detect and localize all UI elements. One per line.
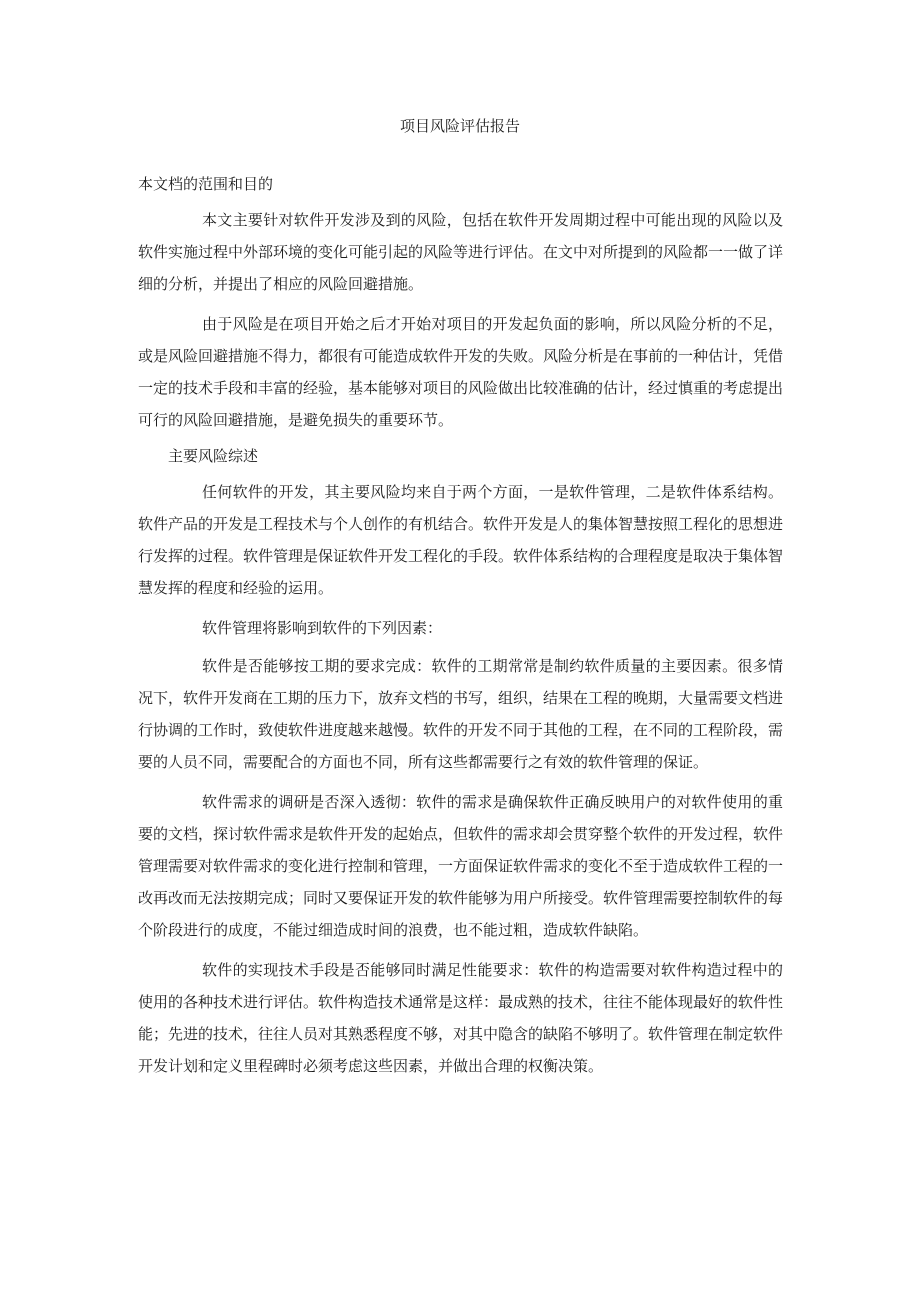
- paragraph: 本文主要针对软件开发涉及到的风险，包括在软件开发周期过程中可能出现的风险以及软件实施过程中外部环境的变化可能引起的风险等进行评估。在文中对所提到的风险都一一做了详细的分析，并提出了相应的风险回避措施。: [138, 211, 784, 293]
- paragraph: 由于风险是在项目开始之后才开始对项目的开发起负面的影响，所以风险分析的不足，或是风险回避措施不得力，都很有可能造成软件开发的失败。风险分析是在事前的一种估计，凭借一定的技术手段和丰富的经验，基本能够对项目的风险做出比较准确的估计，经过慎重的考虑提出可行的风险回避措施，是避免损失的重要环节。: [138, 315, 784, 429]
- section-heading-risk-overview: 主要风险综述: [168, 447, 259, 465]
- paragraph: 软件的实现技术手段是否能够同时满足性能要求：软件的构造需要对软件构造过程中的使用的各种技术进行评估。软件构造技术通常是这样：最成熟的技术，往往不能体现最好的软件性能；先进的技术，往往人员对其熟悉程度不够，对其中隐含的缺陷不够明了。软件管理在制定软件开发计划和定义里程碑时必须考虑这些因素，并做出合理的权衡决策。: [138, 961, 784, 1075]
- paragraph: 软件是否能够按工期的要求完成：软件的工期常常是制约软件质量的主要因素。很多情况下，软件开发商在工期的压力下，放弃文档的书写，组织，结果在工程的晚期，大量需要文档进行协调的工作时，致使软件进度越来越慢。软件的开发不同于其他的工程，在不同的工程阶段，需要的人员不同，需要配合的方面也不同，所有这些都需要行之有效的软件管理的保证。: [138, 657, 784, 771]
- paragraph: 软件管理将影响到软件的下列因素：: [202, 619, 443, 637]
- document-body: [138, 172, 783, 1090]
- document-title: 项目风险评估报告: [399, 117, 520, 135]
- paragraph: 任何软件的开发，其主要风险均来自于两个方面，一是软件管理，二是软件体系结构。软件产品的开发是工程技术与个人创作的有机结合。软件开发是人的集体智慧按照工程化的思想进行发挥的过程。软件管理是保证软件开发工程化的手段。软件体系结构的合理程度是取决于集体智慧发挥的程度和经验的运用。: [138, 483, 784, 597]
- paragraph: 软件需求的调研是否深入透彻：软件的需求是确保软件正确反映用户的对软件使用的重要的文档，探讨软件需求是软件开发的起始点，但软件的需求却会贯穿整个软件的开发过程，软件管理需要对软件需求的变化进行控制和管理，一方面保证软件需求的变化不至于造成软件工程的一改再改而无法按期完成；同时又要保证开发的软件能够为用户所接受。软件管理需要控制软件的每个阶段进行的成度，不能过细造成时间的浪费，也不能过粗，造成软件缺陷。: [138, 793, 784, 939]
- section-heading-scope: 本文档的范围和目的: [138, 175, 274, 193]
